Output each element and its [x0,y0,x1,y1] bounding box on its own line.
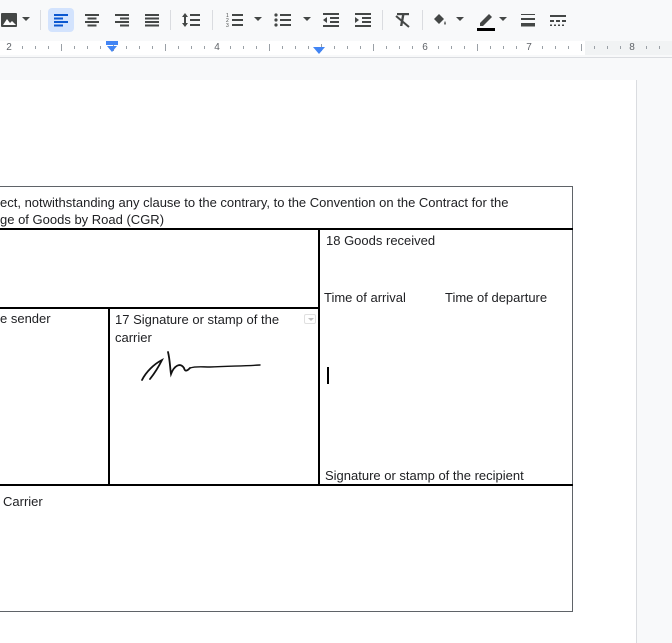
ruler-tick [464,46,465,49]
toolbar-divider [422,10,423,30]
line-spacing-icon[interactable] [178,8,204,32]
ruler-number: 6 [422,42,428,53]
ruler-tick [308,46,309,49]
document-page[interactable] [0,80,637,643]
carrier-signature-image [140,346,264,391]
border-color-icon[interactable] [474,8,498,32]
ruler-tick [61,44,62,51]
align-center-icon[interactable] [80,8,104,32]
ruler-tick [74,46,75,49]
align-left-icon[interactable] [48,8,74,32]
justify-icon[interactable] [140,8,164,32]
ruler-tick [386,46,387,49]
table-bottom-border [0,611,573,612]
ruler-tick [399,46,400,49]
document-canvas[interactable] [0,58,672,643]
ruler-tick [620,46,621,49]
ruler-tick [282,46,283,49]
increase-indent-icon[interactable] [350,8,376,32]
ruler-tick [204,46,205,49]
clear-formatting-icon[interactable] [390,8,416,32]
time-of-departure-label: Time of departure [445,290,548,305]
table-row-divider [0,228,573,230]
ruler-tick [230,46,231,49]
ruler-tick [35,46,36,49]
ruler-tick [165,44,166,51]
svg-text:3: 3 [226,23,229,28]
ruler-tick [126,46,127,49]
ruler-tick [477,44,478,51]
horizontal-ruler[interactable] [0,38,672,58]
ruler-number: 4 [214,42,220,53]
image-icon[interactable] [0,8,20,32]
border-dash-icon[interactable] [546,8,570,32]
numbered-list-dropdown-icon[interactable] [254,17,262,21]
border-width-icon[interactable] [516,8,540,32]
ruler-tick [334,46,335,49]
table-row-divider [0,484,573,486]
align-right-icon[interactable] [110,8,134,32]
numbered-list-icon[interactable] [222,8,248,32]
ruler-tick [581,44,582,51]
toolbar-divider [40,10,41,30]
image-dropdown-icon[interactable] [22,17,30,21]
ruler-tick [646,46,647,49]
toolbar [0,0,672,38]
cell-options-icon[interactable] [304,314,316,324]
ruler-tick [412,46,413,49]
carrier-signature-label-line2: carrier [115,330,152,345]
ruler-tick [178,46,179,49]
fill-color-icon[interactable] [428,8,452,32]
carrier-signature-label-line1: 17 Signature or stamp of the [115,312,280,327]
ruler-tick [256,46,257,49]
ruler-tick [360,46,361,49]
toolbar-divider [170,10,171,30]
ruler-number: 2 [6,42,12,53]
decrease-indent-icon[interactable] [318,8,344,32]
ruler-tick [438,46,439,49]
ruler-number: 7 [526,42,532,53]
ruler-tick [542,46,543,49]
ruler-tick [100,46,101,49]
bulleted-list-dropdown-icon[interactable] [303,17,311,21]
recipient-signature-label: Signature or stamp of the recipient [325,468,524,483]
ruler-tick [594,46,595,49]
table-top-border [0,186,573,187]
toolbar-divider [212,10,213,30]
carrier-label: Carrier [3,494,43,509]
svg-text:2: 2 [226,18,229,24]
ruler-tick [295,46,296,49]
ruler-tick [503,46,504,49]
ruler-tick [659,46,660,49]
ruler-tick [87,46,88,49]
svg-text:1: 1 [226,13,229,19]
table-right-border [572,186,573,612]
ruler-tick [347,46,348,49]
sender-label: e sender [0,311,51,326]
ruler-tick [490,46,491,49]
bulleted-list-icon[interactable] [270,8,296,32]
ruler-tick [243,46,244,49]
toolbar-divider [382,10,383,30]
ruler-tick [22,46,23,49]
goods-received-label: 18 Goods received [326,233,436,248]
table-column-divider [318,228,320,486]
ruler-tick [555,46,556,49]
ruler-tick [568,46,569,49]
text-cursor [327,367,329,384]
ruler-tick [451,46,452,49]
ruler-tick [269,44,270,51]
clause-text-line2: ge of Goods by Road (CGR) [0,212,165,227]
ruler-tick [607,46,608,49]
border-color-dropdown-icon[interactable] [499,17,507,21]
ruler-tick [139,46,140,49]
ruler-tick [152,46,153,49]
ruler-number: 8 [629,42,635,53]
ruler-tick [373,44,374,51]
fill-color-dropdown-icon[interactable] [456,17,464,21]
clause-text-line1: ect, notwithstanding any clause to the contrary, to the Convention on the Contract for the [0,195,509,210]
ruler-tick [516,46,517,49]
table-column-divider [108,307,110,486]
ruler-tick [191,46,192,49]
table-row-divider [0,307,320,309]
time-of-arrival-label: Time of arrival [324,290,406,305]
ruler-tick [48,46,49,49]
